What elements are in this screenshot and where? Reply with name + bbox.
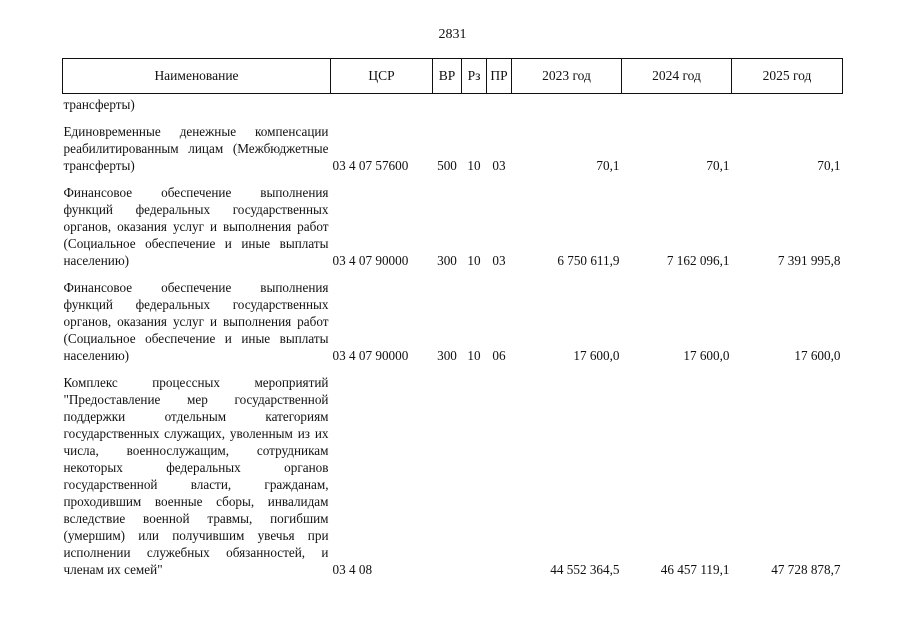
- row-2023: 6 750 611,9: [557, 253, 620, 268]
- row-2025: 70,1: [817, 158, 841, 173]
- row-rz: 10: [467, 158, 481, 173]
- row-2024: 7 162 096,1: [666, 253, 730, 268]
- row-csr: [331, 94, 433, 114]
- row-vr: 300: [437, 253, 457, 268]
- row-rz: [462, 94, 487, 114]
- table-row: [63, 174, 843, 269]
- row-name: Финансовое обеспечение выполнения функций федеральных государственных органов, оказания услуг и выполнения работ (Социальное обеспечение и иные выплаты населению): [63, 185, 329, 268]
- row-2025: 17 600,0: [794, 348, 841, 363]
- row-name: трансферты): [63, 97, 135, 112]
- row-pr: [487, 364, 512, 578]
- row-rz: [462, 364, 487, 578]
- budget-table: [62, 58, 843, 578]
- row-csr: 03 4 07 90000: [332, 348, 409, 363]
- row-2025: [732, 94, 843, 114]
- row-2024: 70,1: [706, 158, 730, 173]
- header-2025: 2025 год: [732, 59, 843, 94]
- header-pr: ПР: [487, 59, 512, 94]
- row-vr: 500: [437, 158, 457, 173]
- header-vr: ВР: [433, 59, 462, 94]
- row-2024: [622, 94, 732, 114]
- row-2024: 17 600,0: [683, 348, 730, 363]
- row-pr: 03: [492, 253, 506, 268]
- table-row: [63, 364, 843, 578]
- row-vr: [433, 364, 462, 578]
- row-pr: 03: [492, 158, 506, 173]
- row-vr: 300: [437, 348, 457, 363]
- header-2023: 2023 год: [512, 59, 622, 94]
- header-2024: 2024 год: [622, 59, 732, 94]
- row-name: Единовременные денежные компенсации реабилитированным лицам (Межбюджетные трансферты): [63, 124, 329, 173]
- row-csr: 03 4 07 90000: [332, 253, 409, 268]
- table-row: [63, 113, 843, 174]
- row-2023: [512, 94, 622, 114]
- row-2023: 44 552 364,5: [550, 562, 620, 577]
- row-csr: 03 4 07 57600: [332, 158, 409, 173]
- row-2023: 70,1: [596, 158, 620, 173]
- row-rz: 10: [467, 348, 481, 363]
- row-pr: [487, 94, 512, 114]
- row-name: Комплекс процессных мероприятий "Предоставление мер государственной поддержки отдельным категориям государственных служащих, уволенным из их числа, военнослужащим, сотрудникам некоторых федеральных органов государственной власти, гражданам, проходившим военные сборы, инвалидам вследствие военной травмы, погибшим (умершим) или получившим увечья при исполнении служебных обязанностей, и членам их семей": [63, 375, 329, 577]
- header-rz: Рз: [462, 59, 487, 94]
- row-rz: 10: [467, 253, 481, 268]
- row-2025: 7 391 995,8: [777, 253, 841, 268]
- row-2023: 17 600,0: [573, 348, 620, 363]
- row-2025: 47 728 878,7: [771, 562, 841, 577]
- row-vr: [433, 94, 462, 114]
- row-2024: 46 457 119,1: [660, 562, 730, 577]
- table-row: [63, 94, 843, 114]
- table-header-row: [63, 59, 843, 94]
- header-name: Наименование: [63, 59, 331, 94]
- page-number: 2831: [438, 27, 467, 42]
- row-name: Финансовое обеспечение выполнения функций федеральных государственных органов, оказания услуг и выполнения работ (Социальное обеспечение и иные выплаты населению): [63, 280, 329, 363]
- row-pr: 06: [492, 348, 506, 363]
- table-row: [63, 269, 843, 364]
- header-csr: ЦСР: [331, 59, 433, 94]
- row-csr: 03 4 08: [332, 562, 373, 577]
